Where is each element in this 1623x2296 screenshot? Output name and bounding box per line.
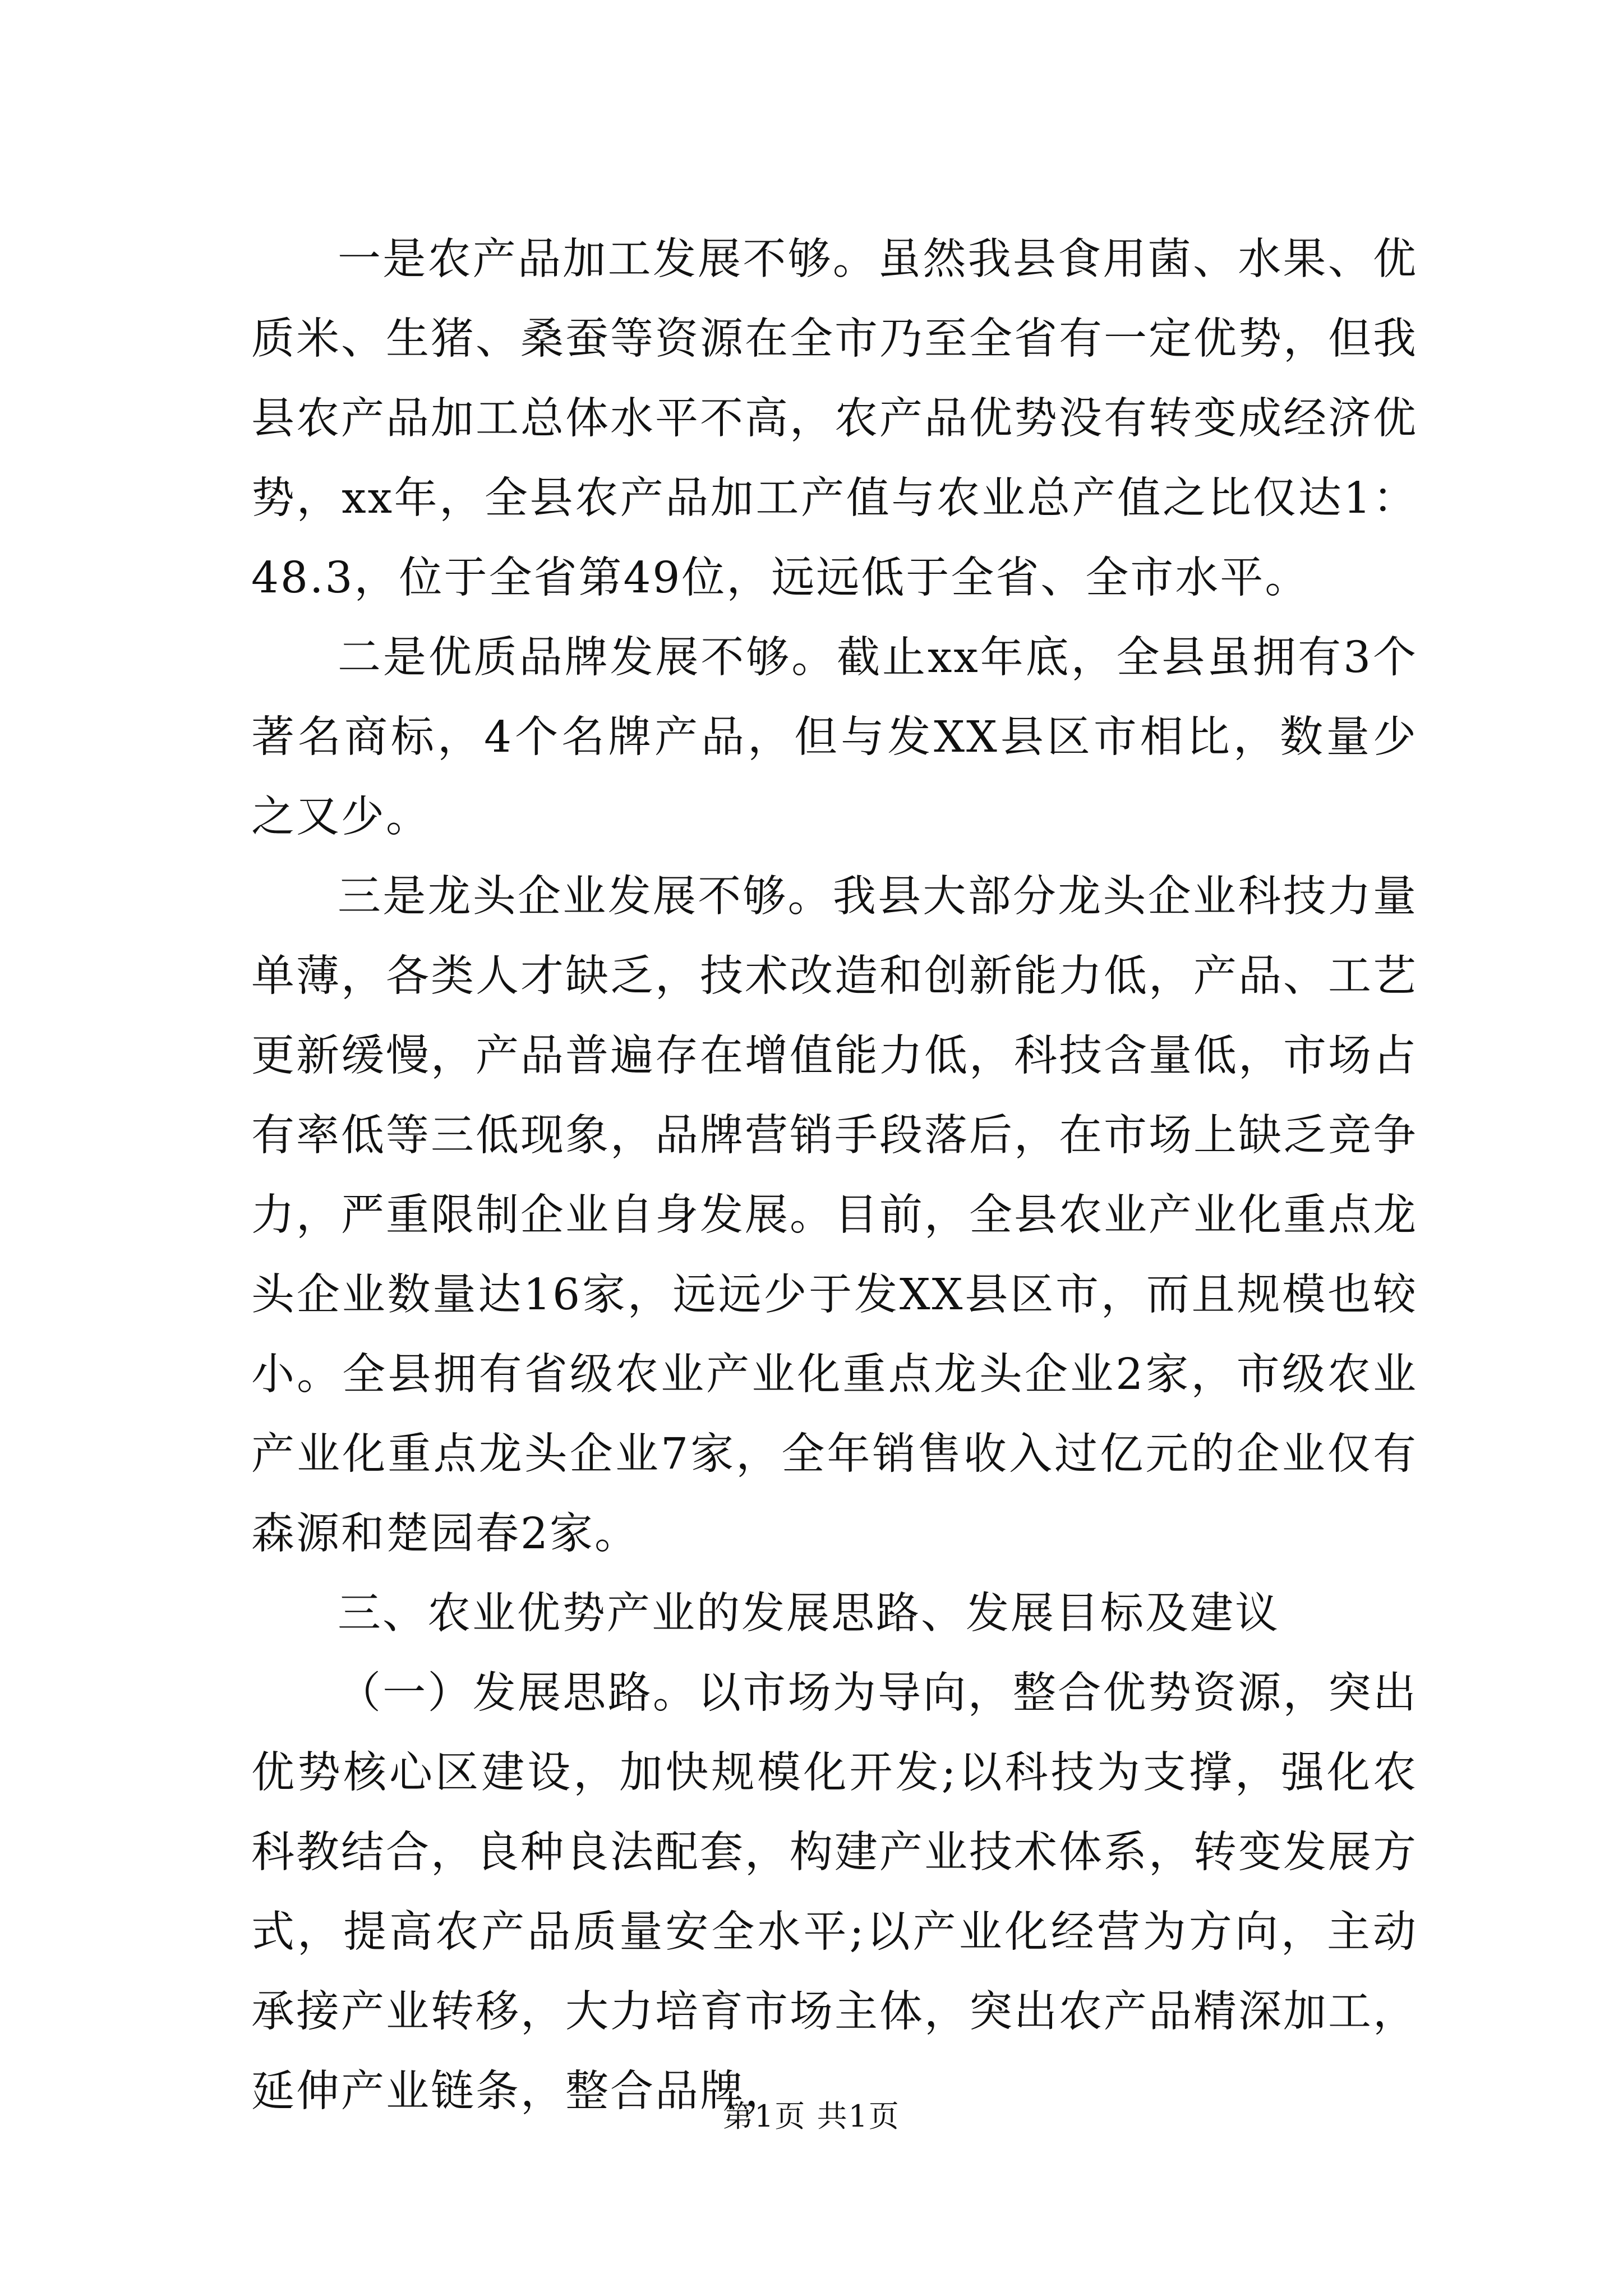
paragraph-brands: 二是优质品牌发展不够。截止xx年底，全县虽拥有3个著名商标，4个名牌产品，但与发XX县区市相比，数量少之又少。 [251,633,1418,842]
document-body [251,220,1418,2132]
paragraph-processing: 一是农产品加工发展不够。虽然我县食用菌、水果、优质米、生猪、桑蚕等资源在全市乃至全省有一定优势，但我县农产品加工总体水平不高，农产品优势没有转变成经济优势，xx年，全县农产品加工产值与农业总产值之比仅达1：48.3，位于全省第49位，远远低于全省、全市水平。 [251,234,1418,603]
paragraph-development-ideas: （一）发展思路。以市场为导向，整合优势资源，突出优势核心区建设，加快规模化开发;以科技为支撑，强化农科教结合，良种良法配套，构建产业技术体系，转变发展方式，提高农产品质量安全水平;以产业化经营为方向，主动承接产业转移，大力培育市场主体，突出农产品精深加工，延伸产业链条，整合品牌， [251,1668,1418,2116]
paragraph-leading-enterprises: 三是龙头企业发展不够。我县大部分龙头企业科技力量单薄，各类人才缺乏，技术改造和创新能力低，产品、工艺更新缓慢，产品普遍存在增值能力低，科技含量低，市场占有率低等三低现象，品牌营销手段落后，在市场上缺乏竞争力，严重限制企业自身发展。目前，全县农业产业化重点龙头企业数量达16家，远远少于发XX县区市，而且规模也较小。全县拥有省级农业产业化重点龙头企业2家，市级农业产业化重点龙头企业7家，全年销售收入过亿元的企业仅有森源和楚园春2家。 [251,872,1418,1559]
section-heading: 三、农业优势产业的发展思路、发展目标及建议 [338,1589,1280,1639]
page-footer: 第1页 共1页 [723,2099,900,2134]
